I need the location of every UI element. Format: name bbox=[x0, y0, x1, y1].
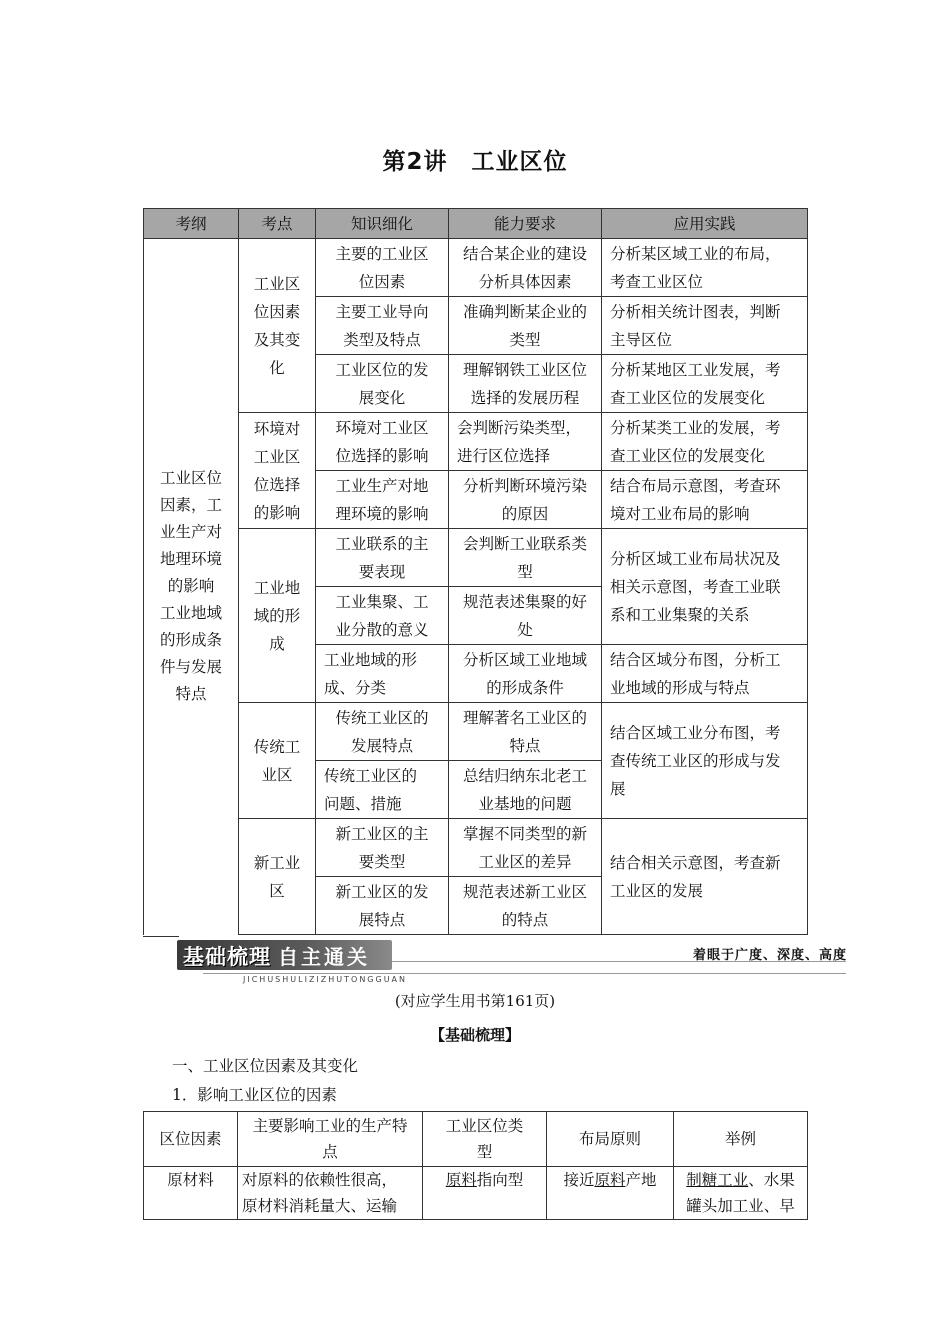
knowledge-cell bbox=[316, 297, 449, 355]
point-line: 工业区 bbox=[253, 447, 301, 466]
ability-cell bbox=[449, 645, 602, 703]
cell-line: 系和工业集聚的关系 bbox=[610, 605, 750, 624]
cell-line: 要表现 bbox=[358, 562, 406, 581]
cell-line: 展特点 bbox=[358, 910, 406, 929]
outline-line: 工业区位 bbox=[159, 469, 222, 488]
table-header-row bbox=[144, 209, 808, 239]
header-factor bbox=[144, 1112, 238, 1167]
outline-line: 的形成条 bbox=[159, 631, 222, 650]
ability-cell bbox=[449, 877, 602, 935]
factor-cell: 原材料 bbox=[144, 1167, 238, 1220]
header-knowledge: 知识细化 bbox=[316, 209, 449, 239]
cell-line: 点 bbox=[322, 1143, 338, 1161]
knowledge-cell bbox=[316, 703, 449, 761]
point-line: 传统工 bbox=[253, 737, 301, 756]
outline-cell bbox=[144, 239, 239, 935]
point-cell bbox=[239, 819, 316, 935]
subsection-heading: 1．影响工业区位的因素 bbox=[172, 1086, 337, 1104]
cell-line: 查工业区位的发展变化 bbox=[610, 446, 766, 465]
cell-line: 分析某地区工业发展，考 bbox=[610, 360, 781, 379]
cell-line: 的特点 bbox=[501, 910, 549, 929]
banner-title-part2: 自主通关 bbox=[278, 945, 370, 969]
cell-line: 新工业区的主 bbox=[335, 824, 429, 843]
cell-line: 工业区的发展 bbox=[610, 881, 704, 900]
cell-line: 区位因素 bbox=[159, 1130, 222, 1148]
point-line: 工业区 bbox=[253, 274, 301, 293]
outline-line: 工业地域 bbox=[159, 604, 222, 623]
point-line: 工业地 bbox=[253, 578, 301, 597]
cell-line: 分析具体因素 bbox=[478, 272, 572, 291]
knowledge-cell bbox=[316, 471, 449, 529]
cell-line: 工业区的差异 bbox=[478, 852, 572, 871]
cell-line: 理环境的影响 bbox=[335, 504, 429, 523]
knowledge-cell bbox=[316, 819, 449, 877]
cell-line: 工业生产对地 bbox=[335, 476, 429, 495]
outline-line: 业生产对 bbox=[159, 523, 222, 542]
point-cell bbox=[239, 239, 316, 413]
page-reference: (对应学生用书第161页) bbox=[394, 992, 556, 1010]
cell-line: 对原料的依赖性很高， bbox=[242, 1171, 398, 1189]
outline-line: 件与发展 bbox=[159, 658, 222, 677]
banner-title-part1: 基础梳理 bbox=[183, 945, 271, 969]
ability-cell bbox=[449, 819, 602, 877]
blank-answer: 制糖工业 bbox=[686, 1171, 749, 1189]
header-practice: 应用实践 bbox=[602, 209, 808, 239]
cell-line: 业分散的意义 bbox=[335, 620, 429, 639]
cell-line: 传统工业区的 bbox=[324, 766, 418, 785]
cell-line: 准确判断某企业的 bbox=[462, 302, 587, 321]
section-badge: 【基础梳理】 bbox=[429, 1026, 520, 1044]
table-row bbox=[144, 239, 808, 297]
cell-line: 展变化 bbox=[358, 388, 406, 407]
outline-line: 特点 bbox=[175, 685, 207, 704]
section-heading: 一、工业区位因素及其变化 bbox=[172, 1057, 359, 1075]
cell-line: 分析区域工业地域 bbox=[462, 650, 587, 669]
cell-line: 展 bbox=[610, 779, 626, 798]
table-row bbox=[144, 1167, 808, 1220]
header-outline: 考纲 bbox=[144, 209, 239, 239]
point-cell bbox=[239, 529, 316, 703]
cell-line: 举例 bbox=[724, 1130, 756, 1148]
cell-line: 分析某区域工业的布局， bbox=[610, 244, 781, 263]
cell-line: 业地域的形成与特点 bbox=[610, 678, 750, 697]
point-line: 位因素 bbox=[253, 302, 301, 321]
banner-pinyin: JICHUSHULIZIZHUTONGGUAN bbox=[243, 975, 408, 984]
practice-cell bbox=[602, 703, 808, 819]
cell-line: 工业区位类 bbox=[445, 1117, 524, 1135]
cell-line: 类型 bbox=[509, 330, 541, 349]
ability-cell bbox=[449, 471, 602, 529]
cell-line: 相关示意图，考查工业联 bbox=[610, 577, 781, 596]
point-line: 的影响 bbox=[253, 503, 301, 522]
syllabus-table bbox=[143, 208, 808, 935]
example-rest: 、水果 bbox=[748, 1171, 795, 1189]
cell-line: 处 bbox=[517, 620, 533, 639]
cell-line: 类型及特点 bbox=[343, 330, 421, 349]
cell-line: 传统工业区的 bbox=[335, 708, 429, 727]
cell-line: 的形成条件 bbox=[486, 678, 564, 697]
ability-cell bbox=[449, 413, 602, 471]
ability-cell bbox=[449, 761, 602, 819]
cell-line: 环境对工业区 bbox=[335, 418, 429, 437]
knowledge-cell bbox=[316, 413, 449, 471]
table-row bbox=[144, 819, 808, 877]
outline-line: 地理环境 bbox=[159, 550, 222, 569]
cell-line: 查传统工业区的形成与发 bbox=[610, 751, 781, 770]
practice-cell bbox=[602, 355, 808, 413]
ability-cell bbox=[449, 355, 602, 413]
point-line: 区 bbox=[269, 881, 285, 900]
knowledge-cell bbox=[316, 645, 449, 703]
cell-line: 布局原则 bbox=[578, 1130, 641, 1148]
section-banner bbox=[143, 936, 847, 986]
principle-cell bbox=[547, 1167, 674, 1220]
point-line: 位选择 bbox=[253, 475, 301, 494]
cell-line: 会判断工业联系类 bbox=[462, 534, 587, 553]
point-line: 及其变 bbox=[253, 330, 301, 349]
cell-line: 要类型 bbox=[358, 852, 406, 871]
ability-cell bbox=[449, 703, 602, 761]
banner-motto: 着眼于广度、深度、高度 bbox=[692, 948, 847, 963]
cell-line: 工业地域的形 bbox=[324, 650, 418, 669]
cell-line: 主要影响工业的生产特 bbox=[252, 1117, 408, 1135]
header-point: 考点 bbox=[239, 209, 316, 239]
cell-line: 主要工业导向 bbox=[335, 302, 429, 321]
location-factors-table bbox=[143, 1111, 808, 1220]
cell-line: 理解著名工业区的 bbox=[462, 708, 587, 727]
cell-line: 型 bbox=[517, 562, 533, 581]
practice-cell bbox=[602, 471, 808, 529]
banner-rule-lower bbox=[203, 973, 846, 974]
cell-line: 结合相关示意图，考查新 bbox=[610, 853, 781, 872]
ability-cell bbox=[449, 239, 602, 297]
cell-line: 原材料消耗量大、运输 bbox=[242, 1197, 398, 1215]
banner-divider bbox=[143, 936, 179, 937]
blank-answer: 原料 bbox=[594, 1171, 626, 1189]
ability-cell bbox=[449, 529, 602, 587]
outline-line: 的影响 bbox=[167, 577, 215, 596]
header-ability: 能力要求 bbox=[449, 209, 602, 239]
principle-prefix: 接近 bbox=[563, 1171, 595, 1189]
cell-line: 结合布局示意图，考查环 bbox=[610, 476, 781, 495]
feature-cell bbox=[238, 1167, 423, 1220]
point-line: 业区 bbox=[261, 765, 293, 784]
cell-line: 结合某企业的建设 bbox=[462, 244, 587, 263]
cell-line: 分析判断环境污染 bbox=[462, 476, 587, 495]
header-feature bbox=[238, 1112, 423, 1167]
cell-line: 问题、措施 bbox=[324, 794, 402, 813]
ability-cell bbox=[449, 297, 602, 355]
knowledge-cell bbox=[316, 587, 449, 645]
cell-line: 新工业区的发 bbox=[335, 882, 429, 901]
cell-line: 分析区域工业布局状况及 bbox=[610, 549, 781, 568]
cell-line: 位因素 bbox=[358, 272, 406, 291]
point-line: 成 bbox=[269, 634, 285, 653]
cell-line: 罐头加工业、早 bbox=[686, 1197, 795, 1215]
outline-line: 因素，工 bbox=[159, 496, 222, 515]
cell-line: 主导区位 bbox=[610, 330, 673, 349]
point-line: 域的形 bbox=[253, 606, 301, 625]
cell-line: 特点 bbox=[509, 736, 541, 755]
practice-cell bbox=[602, 239, 808, 297]
cell-line: 的原因 bbox=[501, 504, 549, 523]
type-cell bbox=[423, 1167, 547, 1220]
cell-line: 掌握不同类型的新 bbox=[462, 824, 587, 843]
cell-line: 工业区位的发 bbox=[335, 360, 429, 379]
practice-cell bbox=[602, 819, 808, 935]
table-row bbox=[144, 413, 808, 471]
cell-line: 业基地的问题 bbox=[478, 794, 572, 813]
point-line: 新工业 bbox=[253, 853, 301, 872]
cell-line: 成、分类 bbox=[324, 678, 387, 697]
cell-line: 考查工业区位 bbox=[610, 272, 704, 291]
knowledge-cell bbox=[316, 877, 449, 935]
header-principle bbox=[547, 1112, 674, 1167]
cell-line: 主要的工业区 bbox=[335, 244, 429, 263]
cell-line: 发展特点 bbox=[350, 736, 413, 755]
cell-line: 工业集聚、工 bbox=[335, 592, 429, 611]
cell-line: 位选择的影响 bbox=[335, 446, 429, 465]
header-type bbox=[423, 1112, 547, 1167]
principle-suffix: 产地 bbox=[625, 1171, 657, 1189]
table-header-row bbox=[144, 1112, 808, 1167]
cell-line bbox=[678, 1167, 803, 1193]
cell-line: 总结归纳东北老工 bbox=[462, 766, 587, 785]
knowledge-cell bbox=[316, 529, 449, 587]
cell-line: 分析相关统计图表，判断 bbox=[610, 302, 781, 321]
cell-line: 规范表述集聚的好 bbox=[462, 592, 587, 611]
blank-answer: 原料 bbox=[445, 1171, 477, 1189]
knowledge-cell bbox=[316, 239, 449, 297]
point-line: 化 bbox=[269, 358, 285, 377]
practice-cell bbox=[602, 529, 808, 645]
practice-cell bbox=[602, 645, 808, 703]
example-cell bbox=[674, 1167, 808, 1220]
cell-line: 理解钢铁工业区位 bbox=[462, 360, 587, 379]
header-example bbox=[674, 1112, 808, 1167]
cell-line: 规范表述新工业区 bbox=[462, 882, 587, 901]
point-cell bbox=[239, 413, 316, 529]
cell-line: 选择的发展历程 bbox=[470, 388, 580, 407]
practice-cell bbox=[602, 413, 808, 471]
cell-line: 工业联系的主 bbox=[335, 534, 429, 553]
page-title: 第2讲 工业区位 bbox=[382, 149, 568, 175]
cell-line: 进行区位选择 bbox=[457, 446, 551, 465]
cell-line: 结合区域工业分布图，考 bbox=[610, 723, 781, 742]
cell-line: 会判断污染类型， bbox=[457, 418, 582, 437]
practice-cell bbox=[602, 297, 808, 355]
table-row bbox=[144, 529, 808, 587]
table-row bbox=[144, 703, 808, 761]
cell-line: 查工业区位的发展变化 bbox=[610, 388, 766, 407]
cell-line: 型 bbox=[476, 1143, 493, 1161]
knowledge-cell bbox=[316, 761, 449, 819]
cell-line: 境对工业布局的影响 bbox=[610, 504, 750, 523]
point-line: 环境对 bbox=[253, 419, 301, 438]
point-cell bbox=[239, 703, 316, 819]
cell-line: 结合区域分布图，分析工 bbox=[610, 650, 781, 669]
cell-line: 分析某类工业的发展，考 bbox=[610, 418, 781, 437]
ability-cell bbox=[449, 587, 602, 645]
type-rest: 指向型 bbox=[476, 1171, 524, 1189]
knowledge-cell bbox=[316, 355, 449, 413]
